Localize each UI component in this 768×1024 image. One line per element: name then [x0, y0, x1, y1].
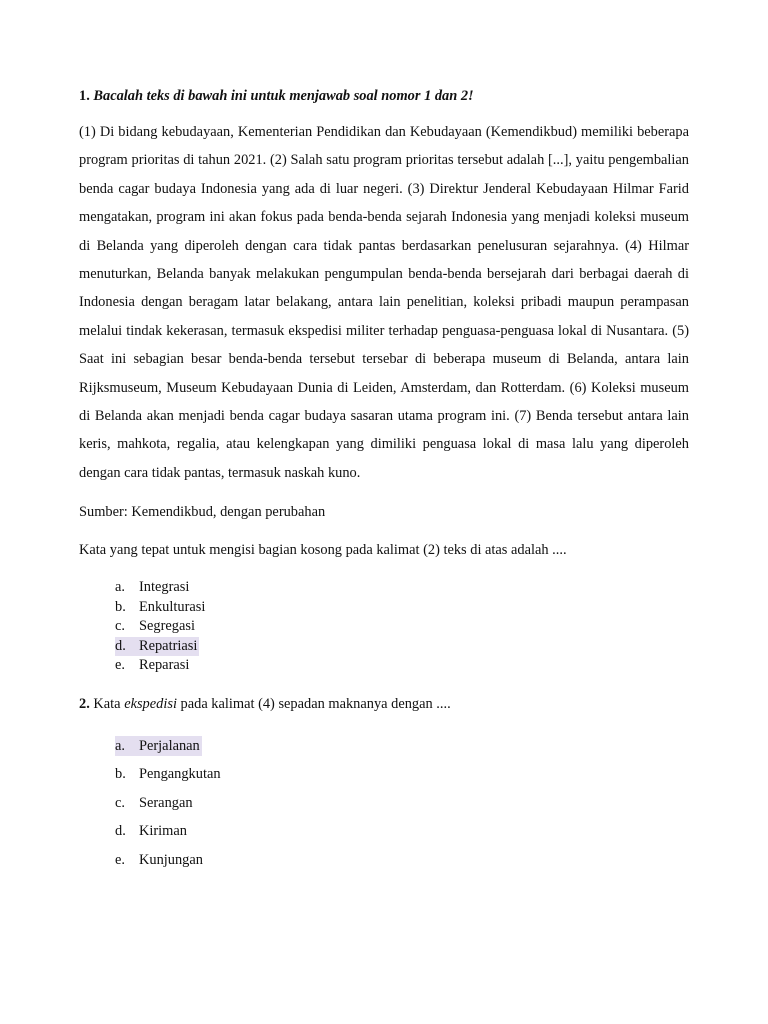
option-text: Serangan [139, 794, 193, 811]
option-text: Segregasi [139, 618, 195, 635]
option-text: Reparasi [139, 657, 190, 674]
option-text: Integrasi [139, 579, 190, 596]
option-letter: e. [115, 657, 125, 674]
option-2a[interactable] [115, 736, 689, 765]
question-2-term: ekspedisi [124, 695, 177, 712]
answer-highlight [115, 736, 202, 756]
question-1-number: 1. [79, 88, 90, 104]
option-2c[interactable] [115, 793, 689, 822]
option-1b[interactable] [115, 598, 689, 618]
option-2d[interactable] [115, 821, 689, 850]
question-2-options [115, 736, 689, 879]
option-text: Enkulturasi [139, 598, 206, 615]
question-2-text [79, 694, 689, 714]
option-text: Kunjungan [139, 851, 203, 868]
option-letter: c. [115, 618, 125, 635]
option-letter: d. [115, 637, 126, 654]
option-letter: b. [115, 766, 126, 783]
option-letter: b. [115, 598, 126, 615]
option-1d[interactable] [115, 637, 689, 657]
question-2-number: 2. [79, 695, 90, 712]
option-text: Kiriman [139, 823, 187, 840]
reading-passage: (1) Di bidang kebudayaan, Kementerian Pendidikan dan Kebudayaan (Kemendikbud) memiliki beberapa program prioritas di tahun 2021. (2) Salah satu program prioritas tersebut adalah [...], yaitu pengembalian benda cagar budaya Indonesia yang ada di luar negeri. (3) Direktur Jenderal Kebudayaan Hilmar Farid mengatakan, program ini akan fokus pada benda-benda sejarah Indonesia yang menjadi koleksi museum di Belanda yang diperoleh dengan cara tidak pantas berdasarkan penelusuran sejarahnya. (4) Hilmar menuturkan, Belanda banyak melakukan pengumpulan benda-benda bersejarah dari berbagai daerah di Indonesia dengan beragam latar belakang, antara lain penelitian, koleksi pribadi maupun perampasan melalui tindak kekerasan, termasuk ekspedisi militer terhadap penguasa-penguasa lokal di Nusantara. (5) Saat ini sebagian besar benda-benda tersebut tersebar di beberapa museum di Belanda, antara lain Rijksmuseum, Museum Kebudayaan Dunia di Leiden, Amsterdam, dan Rotterdam. (6) Koleksi museum di Belanda akan menjadi benda cagar budaya sasaran utama program ini. (7) Benda tersebut antara lain keris, mahkota, regalia, atau kelengkapan yang dimiliki penguasa lokal di masa lalu yang diperoleh dengan cara tidak pantas, termasuk naskah kuno. [79, 124, 689, 481]
question-1-heading [79, 86, 689, 106]
option-letter: d. [115, 823, 126, 840]
option-letter: a. [115, 579, 125, 596]
option-2e[interactable] [115, 850, 689, 879]
question-1-instruction: Bacalah teks di bawah ini untuk menjawab soal nomor 1 dan 2! [93, 88, 474, 104]
option-letter: a. [115, 737, 125, 754]
option-letter: e. [115, 851, 125, 868]
question-1-options [115, 578, 689, 676]
option-1e[interactable] [115, 656, 689, 676]
option-text: Perjalanan [139, 737, 200, 754]
option-text: Pengangkutan [139, 766, 221, 783]
question-2-before: Kata [93, 695, 121, 712]
option-2b[interactable] [115, 764, 689, 793]
option-letter: c. [115, 794, 125, 811]
option-1c[interactable] [115, 617, 689, 637]
passage-source: Sumber: Kemendikbud, dengan perubahan [79, 504, 326, 521]
option-1a[interactable] [115, 578, 689, 598]
question-1-text: Kata yang tepat untuk mengisi bagian kosong pada kalimat (2) teks di atas adalah .... [79, 542, 567, 559]
option-text: Repatriasi [139, 637, 198, 654]
answer-highlight [115, 637, 199, 657]
question-2-after: pada kalimat (4) sepadan maknanya dengan .... [180, 695, 451, 712]
